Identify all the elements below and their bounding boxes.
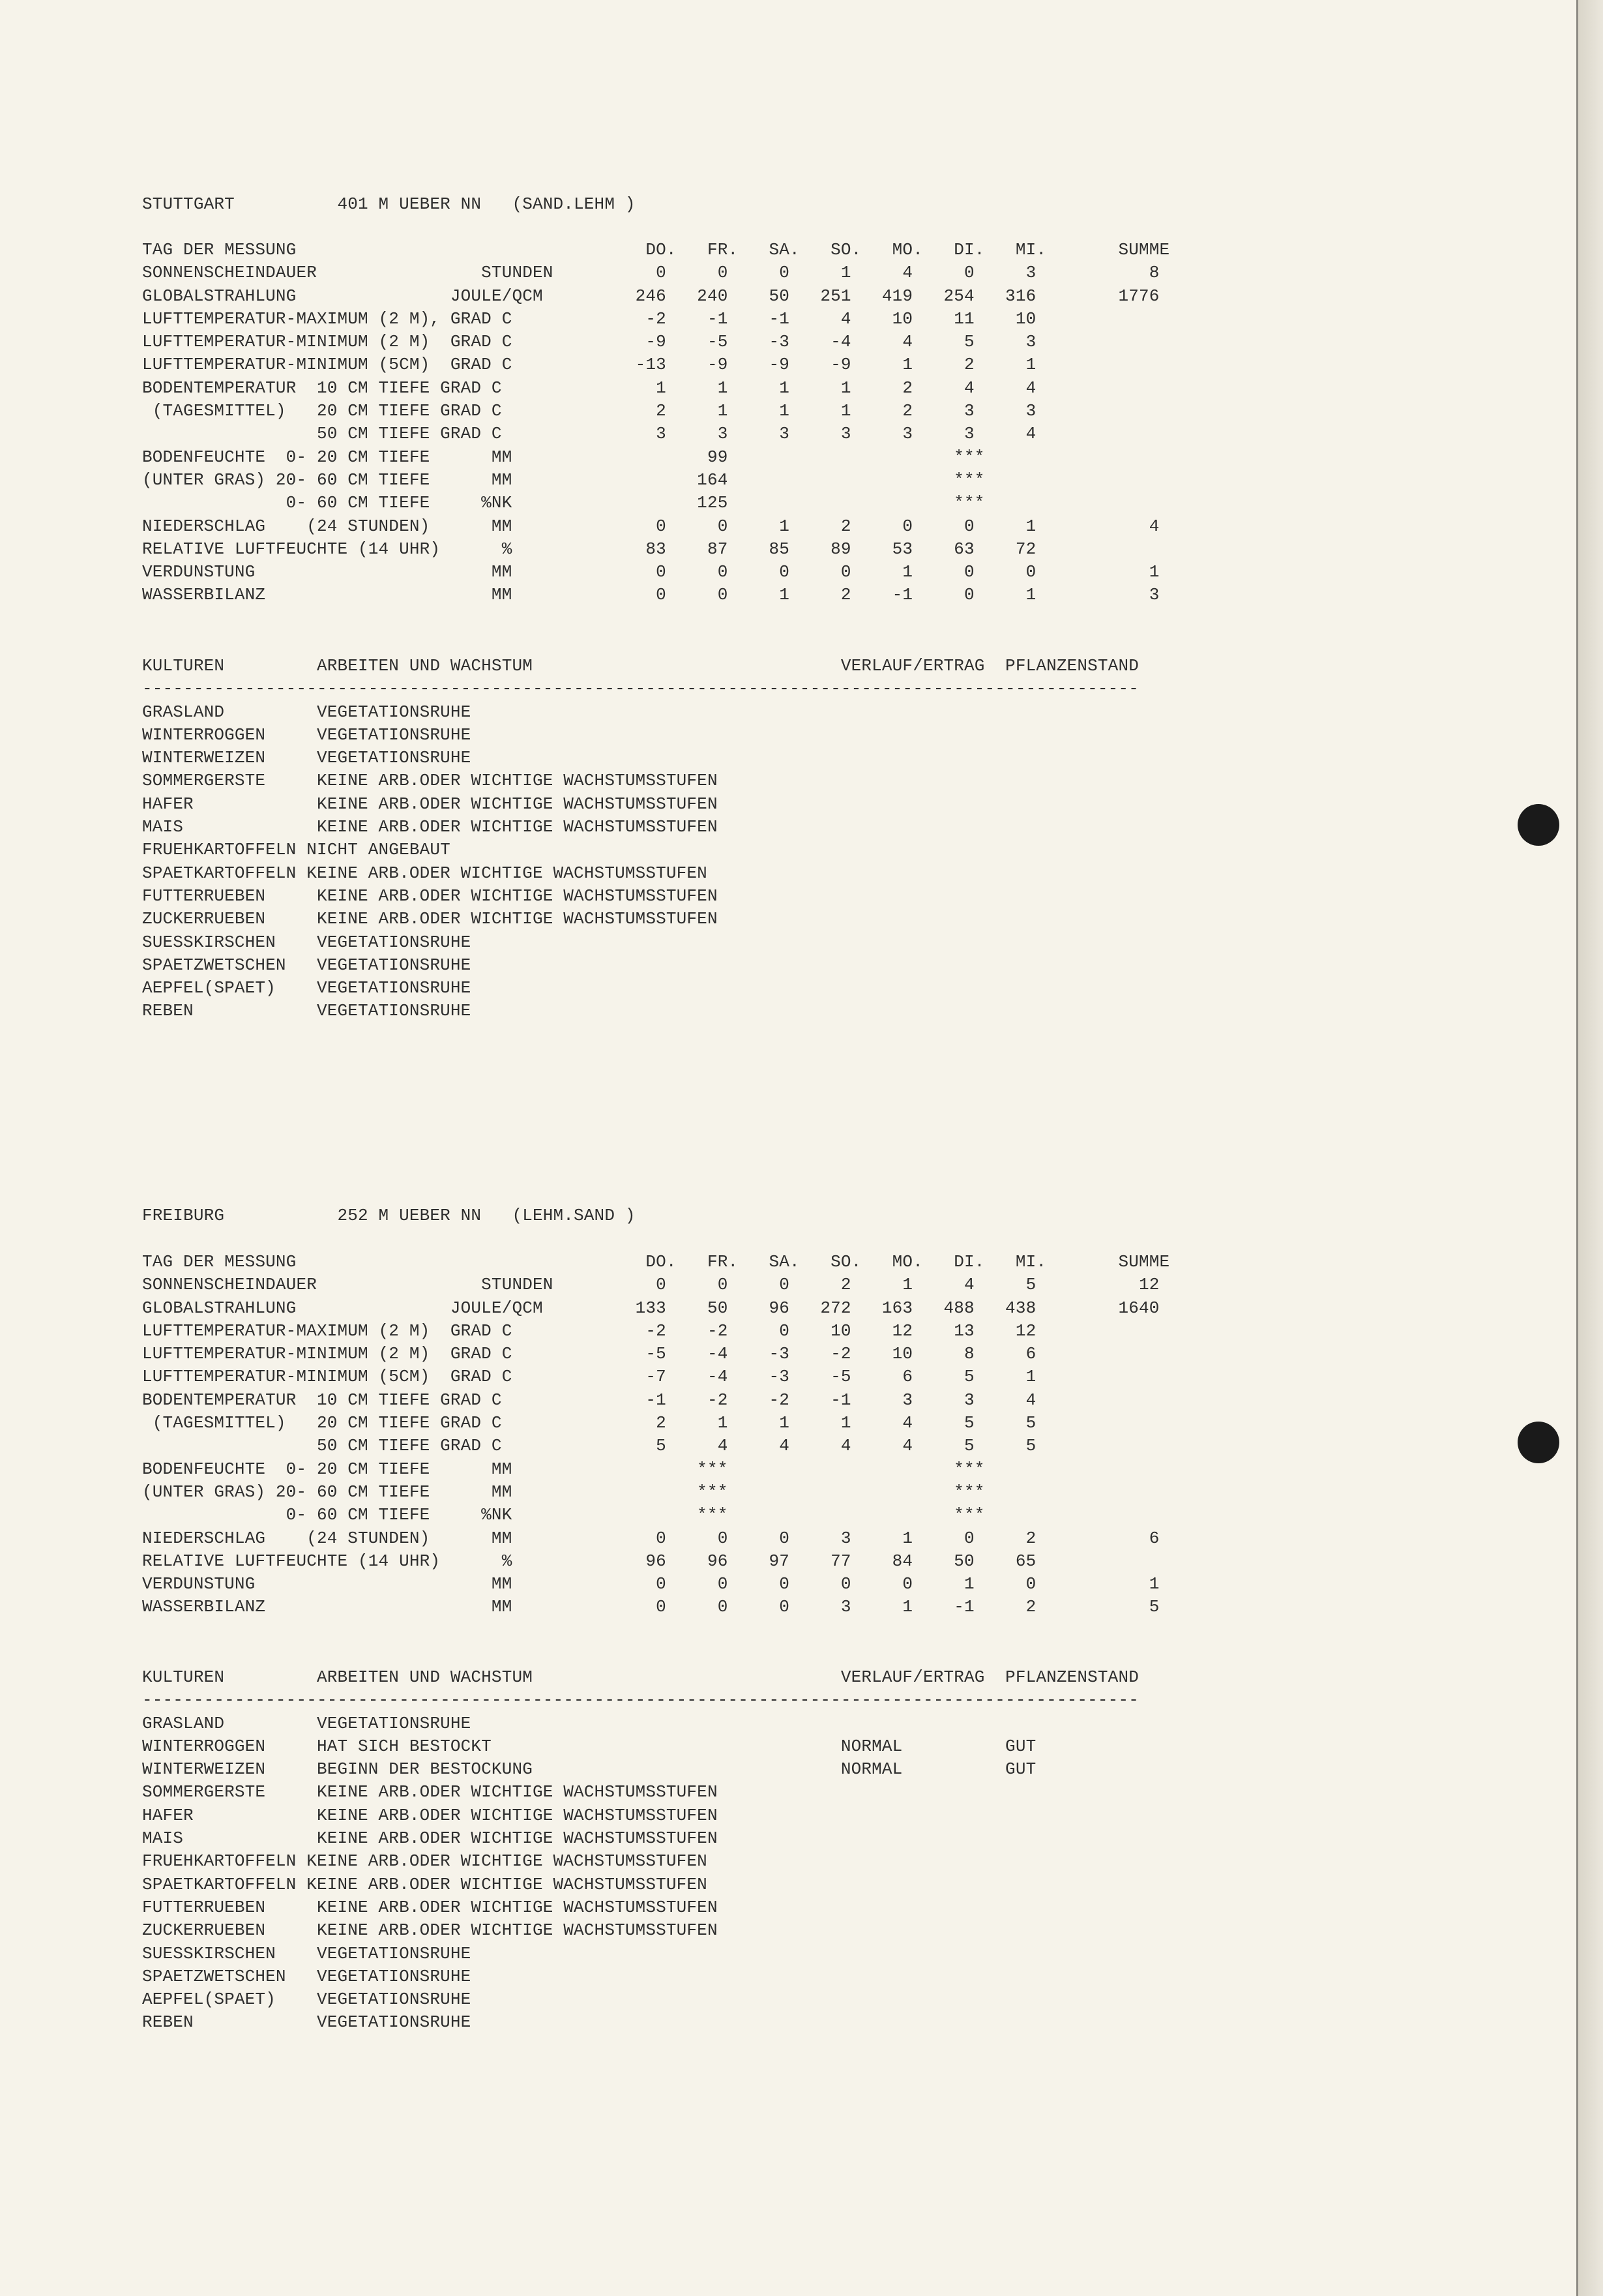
text-line: GLOBALSTRAHLUNG JOULE/QCM 246 240 50 251 419 254 316 1776 <box>142 286 1160 306</box>
text-line: WASSERBILANZ MM 0 0 1 2 -1 0 1 3 <box>142 585 1160 605</box>
text-line: 50 CM TIEFE GRAD C 3 3 3 3 3 3 4 <box>142 424 1037 444</box>
text-line: GRASLAND VEGETATIONSRUHE <box>142 1713 471 1733</box>
text-line: SOMMERGERSTE KEINE ARB.ODER WICHTIGE WACHSTUMSSTUFEN <box>142 771 718 791</box>
text-line: MAIS KEINE ARB.ODER WICHTIGE WACHSTUMSSTUFEN <box>142 1828 718 1849</box>
text-line: 50 CM TIEFE GRAD C 5 4 4 4 4 5 5 <box>142 1436 1037 1456</box>
punch-hole-lower <box>1518 1422 1559 1463</box>
text-line: (UNTER GRAS) 20- 60 CM TIEFE MM *** *** <box>142 1482 985 1502</box>
text-line: FRUEHKARTOFFELN KEINE ARB.ODER WICHTIGE WACHSTUMSSTUFEN <box>142 1851 707 1871</box>
text-line: 0- 60 CM TIEFE %NK *** *** <box>142 1505 985 1525</box>
text-line: 0- 60 CM TIEFE %NK 125 *** <box>142 493 985 513</box>
text-line: SPAETZWETSCHEN VEGETATIONSRUHE <box>142 955 471 975</box>
text-line: LUFTTEMPERATUR-MINIMUM (2 M) GRAD C -9 -5 -3 -4 4 5 3 <box>142 332 1037 352</box>
text-line: VERDUNSTUNG MM 0 0 0 0 0 1 0 1 <box>142 1574 1160 1594</box>
text-line: KULTUREN ARBEITEN UND WACHSTUM VERLAUF/ERTRAG PFLANZENSTAND <box>142 1667 1139 1687</box>
text-line: AEPFEL(SPAET) VEGETATIONSRUHE <box>142 1990 471 2010</box>
text-line: GLOBALSTRAHLUNG JOULE/QCM 133 50 96 272 163 488 438 1640 <box>142 1298 1160 1318</box>
text-line: SONNENSCHEINDAUER STUNDEN 0 0 0 2 1 4 5 12 <box>142 1275 1160 1295</box>
text-line: BODENTEMPERATUR 10 CM TIEFE GRAD C 1 1 1 1 2 4 4 <box>142 378 1037 398</box>
text-line: SUESSKIRSCHEN VEGETATIONSRUHE <box>142 1943 471 1963</box>
text-line: (UNTER GRAS) 20- 60 CM TIEFE MM 164 *** <box>142 470 985 490</box>
text-line: WASSERBILANZ MM 0 0 0 3 1 -1 2 5 <box>142 1597 1160 1617</box>
text-line: ZUCKERRUEBEN KEINE ARB.ODER WICHTIGE WACHSTUMSSTUFEN <box>142 1920 718 1941</box>
text-line: REBEN VEGETATIONSRUHE <box>142 1001 471 1021</box>
text-line: BODENFEUCHTE 0- 20 CM TIEFE MM 99 *** <box>142 447 985 467</box>
text-line: WINTERROGGEN HAT SICH BESTOCKT NORMAL GUT <box>142 1736 1037 1756</box>
station-header-stuttgart: STUTTGART 401 M UEBER NN (SAND.LEHM ) <box>142 194 636 214</box>
punch-hole-upper <box>1518 804 1559 846</box>
text-line: SPAETKARTOFFELN KEINE ARB.ODER WICHTIGE WACHSTUMSSTUFEN <box>142 863 707 883</box>
text-line: VERDUNSTUNG MM 0 0 0 0 1 0 0 1 <box>142 562 1160 582</box>
text-line: SPAETKARTOFFELN KEINE ARB.ODER WICHTIGE WACHSTUMSSTUFEN <box>142 1874 707 1894</box>
text-line: SUESSKIRSCHEN VEGETATIONSRUHE <box>142 932 471 952</box>
text-line: WINTERROGGEN VEGETATIONSRUHE <box>142 724 471 745</box>
crops-table-stuttgart <box>142 655 1139 1023</box>
crops-table-freiburg <box>142 1666 1139 2035</box>
text-line: SONNENSCHEINDAUER STUNDEN 0 0 0 1 4 0 3 8 <box>142 263 1160 283</box>
weather-table-freiburg <box>142 1251 1169 1619</box>
text-line: ------------------------------------------------------------------------------------------------- <box>142 1690 1139 1710</box>
text-line: LUFTTEMPERATUR-MINIMUM (5CM) GRAD C -7 -4 -3 -5 6 5 1 <box>142 1367 1037 1387</box>
text-line: LUFTTEMPERATUR-MINIMUM (5CM) GRAD C -13 -9 -9 -9 1 2 1 <box>142 355 1037 375</box>
text-line: REBEN VEGETATIONSRUHE <box>142 2012 471 2033</box>
text-line: ------------------------------------------------------------------------------------------------- <box>142 679 1139 699</box>
text-line: SPAETZWETSCHEN VEGETATIONSRUHE <box>142 1966 471 1986</box>
text-line: HAFER KEINE ARB.ODER WICHTIGE WACHSTUMSSTUFEN <box>142 794 718 814</box>
text-line: RELATIVE LUFTFEUCHTE (14 UHR) % 83 87 85 89 53 63 72 <box>142 539 1037 559</box>
text-line: FRUEHKARTOFFELN NICHT ANGEBAUT <box>142 840 450 860</box>
text-line: KULTUREN ARBEITEN UND WACHSTUM VERLAUF/ERTRAG PFLANZENSTAND <box>142 656 1139 676</box>
text-line: (TAGESMITTEL) 20 CM TIEFE GRAD C 2 1 1 1 4 5 5 <box>142 1413 1037 1433</box>
text-line: BODENTEMPERATUR 10 CM TIEFE GRAD C -1 -2 -2 -1 3 3 4 <box>142 1390 1037 1410</box>
text-line: LUFTTEMPERATUR-MAXIMUM (2 M) GRAD C -2 -2 0 10 12 13 12 <box>142 1320 1037 1341</box>
text-line: FUTTERRUEBEN KEINE ARB.ODER WICHTIGE WACHSTUMSSTUFEN <box>142 886 718 906</box>
text-line: NIEDERSCHLAG (24 STUNDEN) MM 0 0 1 2 0 0 1 4 <box>142 516 1160 536</box>
text-line: WINTERWEIZEN BEGINN DER BESTOCKUNG NORMAL GUT <box>142 1759 1037 1780</box>
text-line: SOMMERGERSTE KEINE ARB.ODER WICHTIGE WACHSTUMSSTUFEN <box>142 1782 718 1802</box>
text-line: LUFTTEMPERATUR-MAXIMUM (2 M), GRAD C -2 -1 -1 4 10 11 10 <box>142 308 1037 329</box>
text-line: ZUCKERRUEBEN KEINE ARB.ODER WICHTIGE WACHSTUMSSTUFEN <box>142 909 718 929</box>
text-line: MAIS KEINE ARB.ODER WICHTIGE WACHSTUMSSTUFEN <box>142 817 718 837</box>
text-line: WINTERWEIZEN VEGETATIONSRUHE <box>142 748 471 768</box>
weather-table-stuttgart <box>142 239 1169 607</box>
text-line: (TAGESMITTEL) 20 CM TIEFE GRAD C 2 1 1 1 2 3 3 <box>142 401 1037 421</box>
text-line: RELATIVE LUFTFEUCHTE (14 UHR) % 96 96 97 77 84 50 65 <box>142 1551 1037 1571</box>
text-line: FUTTERRUEBEN KEINE ARB.ODER WICHTIGE WACHSTUMSSTUFEN <box>142 1897 718 1917</box>
station-header-freiburg: FREIBURG 252 M UEBER NN (LEHM.SAND ) <box>142 1206 636 1225</box>
text-line: LUFTTEMPERATUR-MINIMUM (2 M) GRAD C -5 -4 -3 -2 10 8 6 <box>142 1344 1037 1364</box>
text-line: TAG DER MESSUNG DO. FR. SA. SO. MO. DI. MI. SUMME <box>142 240 1170 260</box>
text-line: TAG DER MESSUNG DO. FR. SA. SO. MO. DI. MI. SUMME <box>142 1252 1170 1272</box>
text-line: HAFER KEINE ARB.ODER WICHTIGE WACHSTUMSSTUFEN <box>142 1805 718 1825</box>
text-line: BODENFEUCHTE 0- 20 CM TIEFE MM *** *** <box>142 1459 985 1479</box>
text-line: NIEDERSCHLAG (24 STUNDEN) MM 0 0 0 3 1 0 2 6 <box>142 1528 1160 1548</box>
text-line: AEPFEL(SPAET) VEGETATIONSRUHE <box>142 978 471 998</box>
paper-edge <box>1576 0 1603 2296</box>
text-line: GRASLAND VEGETATIONSRUHE <box>142 702 471 722</box>
